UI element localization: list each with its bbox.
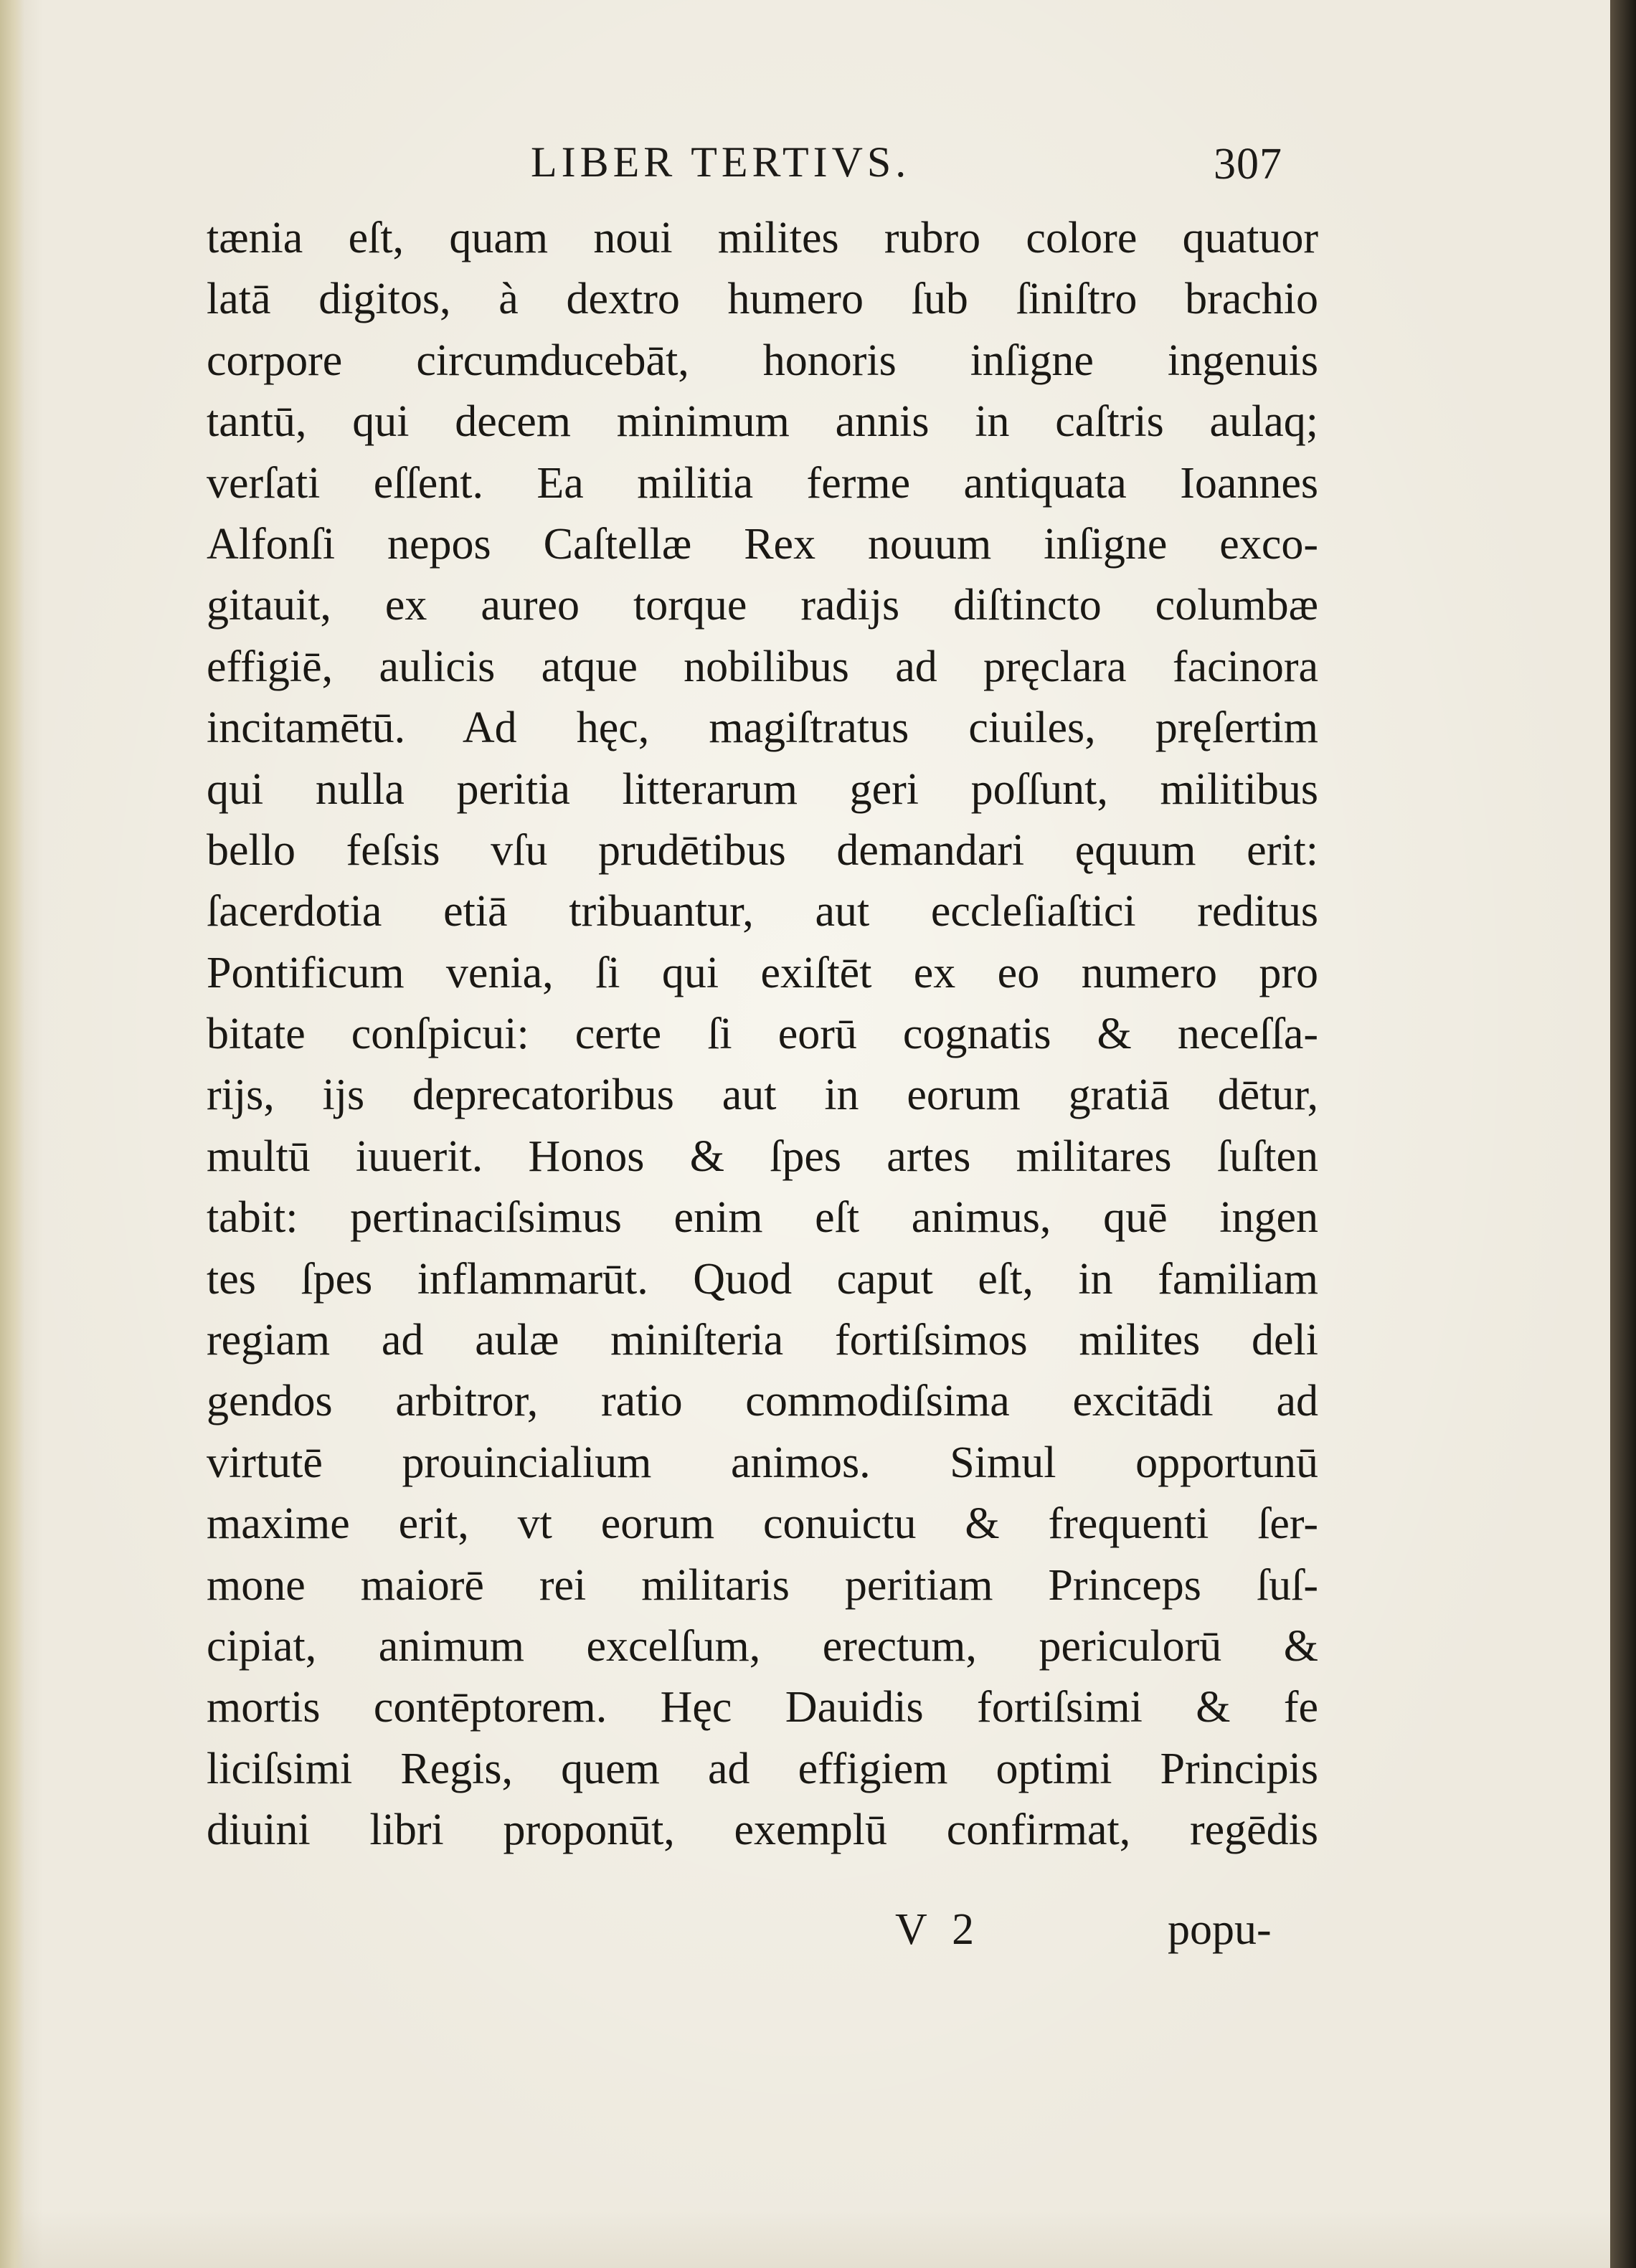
text-line: Alfonſi nepos Caſtellæ Rex nouum inſigne exco- [207, 519, 1318, 569]
text-line: qui nulla peritia litterarum geri poſſunt, militibus [207, 764, 1318, 814]
running-head [208, 138, 1356, 202]
text-block [207, 208, 1318, 1861]
signature-mark: V 2 [895, 1905, 982, 1954]
text-line: mone maiorē rei militaris peritiam Princeps ſuſ- [207, 1560, 1318, 1610]
text-line: mortis contēptorem. Hęc Dauidis fortiſsimi & fe [207, 1683, 1318, 1732]
catchword: popu- [1168, 1905, 1272, 1954]
text-line: latā digitos, à dextro humero ſub ſiniſtro brachio [207, 275, 1318, 324]
text-line: maxime erit, vt eorum conuictu & frequenti ſer- [207, 1499, 1318, 1549]
text-line: verſati eſſent. Ea militia ferme antiquata Ioannes [207, 458, 1318, 508]
text-line: gendos arbitror, ratio commodiſsima excitādi ad [207, 1377, 1318, 1426]
text-line: ſacerdotia etiā tribuantur, aut eccleſiaſtici reditus [207, 887, 1318, 936]
text-line: tænia eſt, quam noui milites rubro colore quatuor [207, 214, 1318, 262]
text-line: liciſsimi Regis, quem ad effigiem optimi Principis [207, 1744, 1318, 1793]
text-line: corpore circumducebāt, honoris inſigne ingenuis [207, 336, 1318, 385]
gutter-shadow [0, 0, 24, 2268]
text-line: multū iuuerit. Honos & ſpes artes militares ſuſten [207, 1131, 1318, 1181]
text-line: tabit: pertinaciſsimus enim eſt animus, quē ingen [207, 1193, 1318, 1243]
text-line: bello feſsis vſu prudētibus demandari ęquum erit: [207, 825, 1318, 875]
text-line: cipiat, animum excelſum, erectum, periculorū & [207, 1621, 1318, 1671]
page-number: 307 [1214, 140, 1282, 189]
text-line: tantū, qui decem minimum annis in caſtris aulaq; [207, 397, 1318, 447]
text-line: Pontificum venia, ſi qui exiſtēt ex eo numero pro [207, 948, 1318, 997]
text-line: tes ſpes inflammarūt. Quod caput eſt, in familiam [207, 1254, 1318, 1304]
text-line: diuini libri proponūt, exemplū confirmat, regēdis [207, 1806, 1318, 1855]
text-line: gitauit, ex aureo torque radijs diſtincto columbæ [207, 581, 1318, 630]
page-footer [207, 1904, 1318, 1969]
running-head-title: LIBER TERTIVS. [531, 138, 911, 186]
text-line: incitamētū. Ad hęc, magiſtratus ciuiles, pręſertim [207, 703, 1318, 753]
page-edge-shadow [1610, 0, 1636, 2268]
text-line: virtutē prouincialium animos. Simul opportunū [207, 1438, 1318, 1487]
text-line: effigiē, aulicis atque nobilibus ad pręclara facinora [207, 642, 1318, 691]
text-line: rijs, ijs deprecatoribus aut in eorum gratiā dētur, [207, 1071, 1318, 1120]
text-line: regiam ad aulæ miniſteria fortiſsimos milites deli [207, 1316, 1318, 1365]
text-line: bitate conſpicui: certe ſi eorū cognatis & neceſſa- [207, 1010, 1318, 1059]
